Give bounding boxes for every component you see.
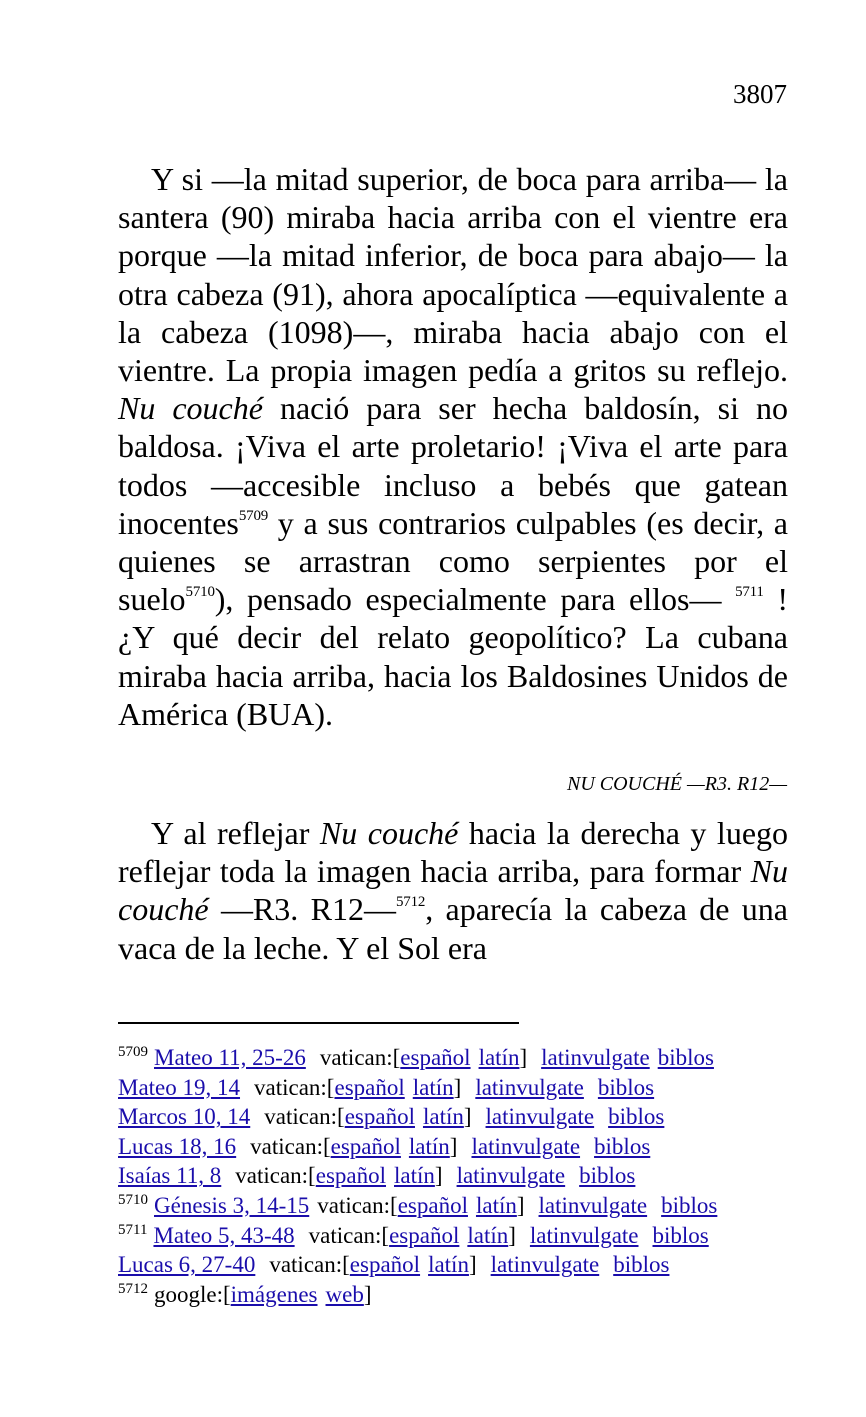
footnote-line bbox=[118, 1191, 798, 1221]
espanol-link[interactable]: español bbox=[349, 1252, 421, 1278]
footnote-number: 5712 bbox=[118, 1280, 148, 1297]
google-prefix: google:[ bbox=[154, 1281, 231, 1307]
footnote-number: 5711 bbox=[118, 1221, 148, 1238]
biblos-link[interactable]: biblos bbox=[594, 1133, 651, 1159]
latin-link[interactable]: latín bbox=[475, 1192, 517, 1218]
biblos-link[interactable]: biblos bbox=[652, 1222, 709, 1248]
footnote-number: 5709 bbox=[118, 1044, 148, 1060]
espanol-link[interactable]: español bbox=[334, 1074, 405, 1100]
body-paragraph-2 bbox=[118, 814, 788, 967]
para2-text-2: hacia la derecha y luego reflejar toda la imagen hacia arriba, para formar bbox=[118, 815, 789, 890]
para1-text-3: y a sus contrarios culpables (es decir, a quienes se arrastran como serpientes por el suelo bbox=[118, 504, 788, 618]
footnote-ref-5709[interactable]: 5709 bbox=[238, 507, 269, 524]
footnote-line bbox=[118, 1102, 798, 1132]
latinvulgate-link[interactable]: latinvulgate bbox=[471, 1133, 581, 1159]
google-web-link[interactable]: web bbox=[325, 1281, 364, 1307]
para2-italic-title-1: Nu couché bbox=[319, 815, 459, 851]
vatican-prefix: vatican:[ bbox=[254, 1074, 335, 1100]
para2-text-4: , aparecía la cabeza de una vaca de la leche. Y el Sol era bbox=[118, 891, 789, 966]
scripture-ref-link[interactable]: Lucas 18, 16 bbox=[118, 1133, 237, 1159]
bracket-close: ] bbox=[519, 1045, 528, 1070]
biblos-link[interactable]: biblos bbox=[657, 1045, 714, 1070]
scripture-ref-link[interactable]: Mateo 19, 14 bbox=[118, 1074, 241, 1100]
latinvulgate-link[interactable]: latinvulgate bbox=[456, 1163, 566, 1189]
body-paragraph-1 bbox=[118, 160, 788, 733]
espanol-link[interactable]: español bbox=[400, 1045, 471, 1070]
espanol-link[interactable]: español bbox=[389, 1222, 460, 1248]
latin-link[interactable]: latín bbox=[467, 1222, 509, 1248]
google-images-link[interactable]: imágenes bbox=[230, 1281, 318, 1307]
latinvulgate-link[interactable]: latinvulgate bbox=[541, 1045, 650, 1070]
latinvulgate-link[interactable]: latinvulgate bbox=[490, 1252, 600, 1278]
biblos-link[interactable]: biblos bbox=[608, 1104, 665, 1130]
para1-text-5: ! ¿Y qué decir del relato geopolítico? La cubana miraba hacia arriba, hacia los Baldosines Unidos de América (BUA). bbox=[118, 581, 789, 732]
bracket-close: ] bbox=[516, 1192, 525, 1218]
espanol-link[interactable]: español bbox=[344, 1104, 415, 1130]
scripture-ref-link[interactable]: Lucas 6, 27-40 bbox=[118, 1252, 256, 1278]
latinvulgate-link[interactable]: latinvulgate bbox=[538, 1192, 648, 1218]
latin-link[interactable]: latín bbox=[478, 1045, 520, 1070]
para2-text-3: —R3. R12— bbox=[208, 891, 396, 928]
vatican-prefix: vatican:[ bbox=[235, 1163, 316, 1189]
bracket-close: ] bbox=[453, 1074, 462, 1100]
latin-link[interactable]: latín bbox=[412, 1074, 454, 1100]
bracket-close: ] bbox=[449, 1133, 458, 1159]
vatican-prefix: vatican:[ bbox=[264, 1104, 345, 1130]
scripture-ref-link[interactable]: Marcos 10, 14 bbox=[118, 1104, 251, 1130]
scripture-ref-link[interactable]: Mateo 11, 25-26 bbox=[154, 1045, 306, 1070]
espanol-link[interactable]: español bbox=[315, 1163, 386, 1189]
biblos-link[interactable]: biblos bbox=[579, 1163, 636, 1189]
latin-link[interactable]: latín bbox=[428, 1252, 469, 1278]
scripture-ref-link[interactable]: Mateo 5, 43-48 bbox=[153, 1222, 295, 1248]
footnote-line bbox=[118, 1161, 798, 1191]
biblos-link[interactable]: biblos bbox=[661, 1192, 718, 1218]
para1-text-2: nació para ser hecha baldosín, si no baldosa. ¡Viva el arte proletario! ¡Viva el arte para todos —accesible incluso a bebés que gatean inocentes bbox=[118, 390, 789, 541]
para1-text-4: ), pensado especialmente para ellos— bbox=[214, 581, 736, 618]
footnote-ref-5710[interactable]: 5710 bbox=[185, 584, 215, 601]
espanol-link[interactable]: español bbox=[397, 1192, 468, 1218]
latin-link[interactable]: latín bbox=[394, 1163, 435, 1189]
latinvulgate-link[interactable]: latinvulgate bbox=[485, 1104, 595, 1130]
footnote-line bbox=[118, 1250, 798, 1280]
bracket-close: ] bbox=[463, 1104, 472, 1130]
latin-link[interactable]: latín bbox=[408, 1133, 450, 1159]
footnote-line bbox=[118, 1043, 798, 1073]
scripture-ref-link[interactable]: Isaías 11, 8 bbox=[118, 1163, 222, 1189]
biblos-link[interactable]: biblos bbox=[613, 1252, 670, 1278]
biblos-link[interactable]: biblos bbox=[597, 1074, 655, 1100]
para1-text-1: Y si —la mitad superior, de boca para arriba— la santera (90) miraba hacia arriba con el vientre era porque —la mitad inferior, de boca para abajo— la otra cabeza (91), ahora apocalíptica —equivalente a la cabeza (1098)—, miraba hacia abajo con el vientre. La propia imagen pedía a gritos su reflejo. bbox=[118, 161, 788, 389]
bracket-close: ] bbox=[508, 1222, 516, 1248]
bracket-close: ] bbox=[468, 1252, 477, 1278]
bracket-close: ] bbox=[363, 1281, 372, 1307]
para2-text-1: Y al reflejar bbox=[151, 815, 320, 851]
vatican-prefix: vatican:[ bbox=[319, 1045, 401, 1070]
footnote-line bbox=[118, 1280, 798, 1310]
vatican-prefix: vatican:[ bbox=[269, 1252, 350, 1278]
footnote-number: 5710 bbox=[118, 1191, 148, 1208]
footnote-line bbox=[118, 1073, 798, 1103]
latinvulgate-link[interactable]: latinvulgate bbox=[529, 1222, 639, 1248]
para1-italic-title: Nu couché bbox=[118, 390, 263, 427]
footnote-divider bbox=[118, 1022, 519, 1024]
vatican-prefix: vatican:[ bbox=[317, 1192, 398, 1218]
footnotes-block bbox=[118, 1043, 798, 1309]
bracket-close: ] bbox=[434, 1163, 443, 1189]
footnote-line bbox=[118, 1221, 798, 1251]
espanol-link[interactable]: español bbox=[330, 1133, 401, 1159]
section-heading: NU COUCHÉ —R3. R12— bbox=[566, 773, 787, 795]
vatican-prefix: vatican:[ bbox=[250, 1133, 331, 1159]
scripture-ref-link[interactable]: Génesis 3, 14-15 bbox=[154, 1192, 310, 1218]
latinvulgate-link[interactable]: latinvulgate bbox=[475, 1074, 584, 1100]
footnote-ref-5711[interactable]: 5711 bbox=[735, 584, 764, 601]
vatican-prefix: vatican:[ bbox=[308, 1222, 390, 1248]
page-number: 3807 bbox=[733, 79, 787, 109]
footnote-line bbox=[118, 1132, 798, 1162]
footnote-ref-5712[interactable]: 5712 bbox=[396, 894, 426, 911]
latin-link[interactable]: latín bbox=[422, 1104, 464, 1130]
para2-italic-title-2: Nu couché bbox=[118, 853, 788, 928]
